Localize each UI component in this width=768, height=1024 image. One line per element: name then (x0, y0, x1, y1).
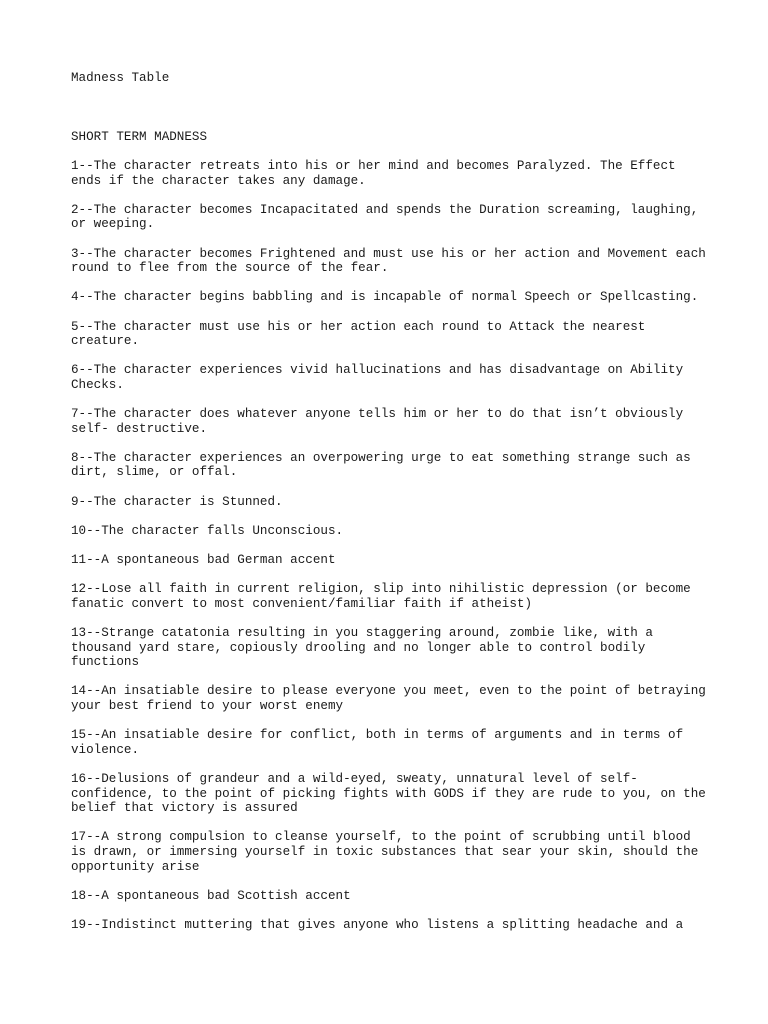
document-title: Madness Table (71, 71, 170, 85)
madness-entry-5: 5--The character must use his or her action each round to Attack the nearest creature. (71, 319, 646, 349)
madness-entry-3: 3--The character becomes Frightened and must use his or her action and Movement each round to flee from the source of the fear. (71, 246, 706, 276)
madness-entry-2: 2--The character becomes Incapacitated and spends the Duration screaming, laughing, or weeping. (71, 202, 699, 232)
madness-entry-16: 16--Delusions of grandeur and a wild-eyed, sweaty, unnatural level of self-confidence, to the point of picking fights with GODS if they are rude to you, on the belief that victory is assured (71, 771, 706, 816)
madness-entry-1: 1--The character retreats into his or her mind and becomes Paralyzed. The Effect ends if the character takes any damage. (71, 159, 676, 188)
madness-entry-6: 6--The character experiences vivid hallucinations and has disadvantage on Ability Checks. (71, 363, 684, 392)
madness-entry-13: 13--Strange catatonia resulting in you staggering around, zombie like, with a thousand yard stare, copiously drooling and no longer able to control bodily functions (71, 626, 653, 670)
madness-entry-18: 18--A spontaneous bad Scottish accent (71, 888, 351, 903)
madness-entry-10: 10--The character falls Unconscious. (71, 523, 344, 538)
madness-entry-14: 14--An insatiable desire to please everyone you meet, even to the point of betraying your best friend to your worst enemy (71, 684, 706, 713)
section-heading: SHORT TERM MADNESS (71, 130, 208, 144)
madness-entry-19: 19--Indistinct muttering that gives anyone who listens a splitting headache and a (71, 917, 684, 932)
madness-entry-11: 11--A spontaneous bad German accent (71, 553, 336, 568)
madness-entry-17: 17--A strong compulsion to cleanse yourself, to the point of scrubbing until blood is drawn, or immersing yourself in toxic substances that sear your skin, should the opportunity arise (71, 830, 699, 874)
madness-entry-15: 15--An insatiable desire for conflict, both in terms of arguments and in terms of violence. (71, 728, 684, 757)
madness-entry-4: 4--The character begins babbling and is incapable of normal Speech or Spellcasting. (71, 290, 699, 305)
madness-entry-12: 12--Lose all faith in current religion, slip into nihilistic depression (or become fanatic convert to most convenient/familiar faith if atheist) (71, 582, 691, 611)
madness-entries-list (71, 159, 711, 947)
madness-entry-8: 8--The character experiences an overpowering urge to eat something strange such as dirt, slime, or offal. (71, 450, 691, 480)
madness-entry-9: 9--The character is Stunned. (71, 494, 283, 509)
madness-entry-7: 7--The character does whatever anyone tells him or her to do that isn’t obviously self- destructive. (71, 407, 684, 436)
